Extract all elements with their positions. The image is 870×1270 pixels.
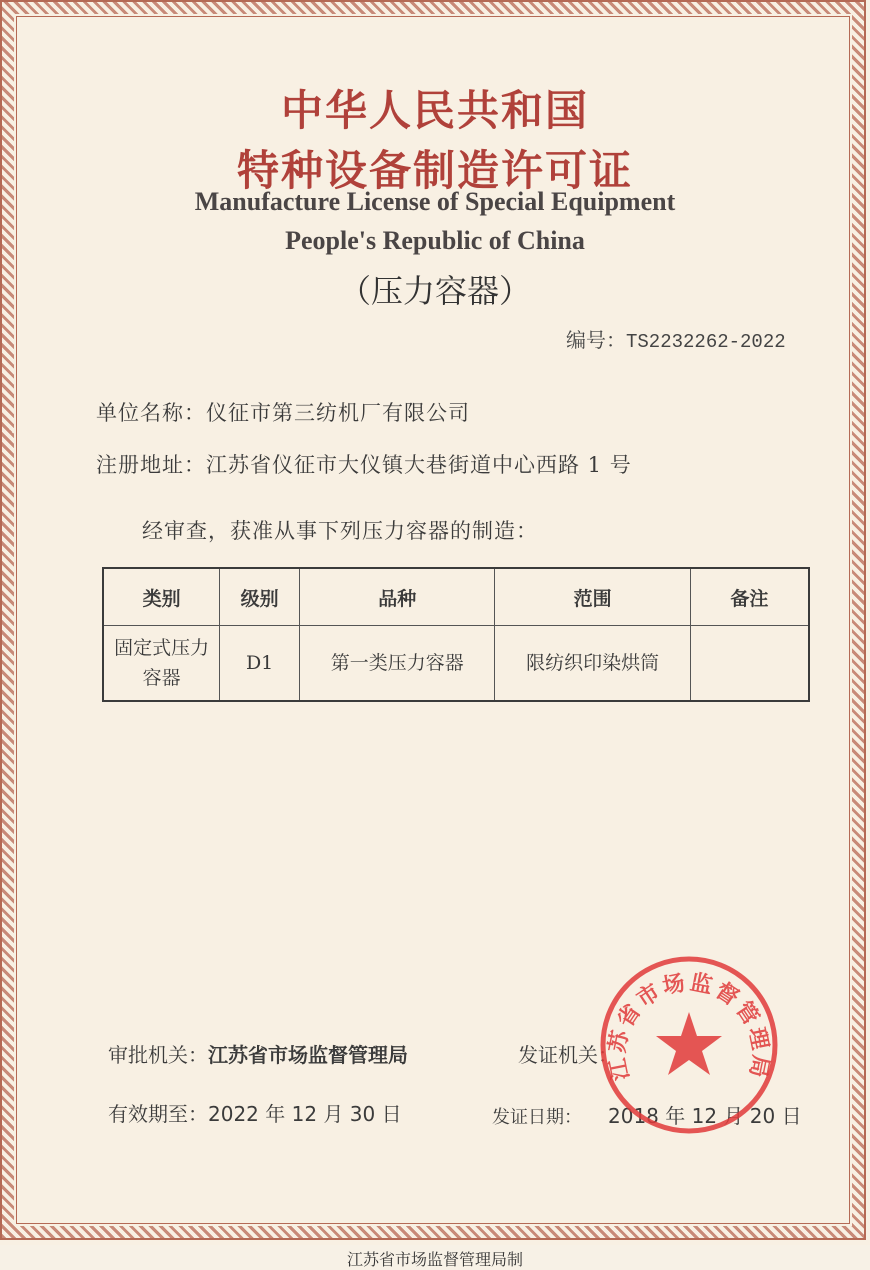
issue-date-value: 2018 年 12 月 20 日 (608, 1104, 802, 1128)
approval-statement: 经审查，获准从事下列压力容器的制造： (142, 519, 538, 543)
table-row (103, 626, 809, 702)
title-en-line2: People's Republic of China (285, 226, 585, 255)
cell-variety: 第一类压力容器 (300, 626, 495, 702)
issuing-authority-label: 发证机关： (518, 1043, 618, 1067)
address-label: 注册地址： (96, 453, 206, 477)
valid-until-row (108, 1098, 402, 1127)
cell-scope: 限纺织印染烘筒 (495, 626, 690, 702)
certificate-number-label: 编号： (566, 328, 626, 352)
official-seal (594, 950, 784, 1140)
printed-by: 江苏省市场监督管理局制 (346, 1250, 523, 1269)
seal-text: 江苏省市场监督管理局 (605, 970, 773, 1083)
issue-date-label: 发证日期： (492, 1107, 582, 1128)
table-header-row (103, 568, 809, 626)
header-grade: 级别 (220, 568, 300, 626)
cell-category: 固定式压力容器 (103, 626, 220, 702)
header-variety: 品种 (300, 568, 495, 626)
address-row (96, 449, 632, 479)
header-remarks: 备注 (690, 568, 809, 626)
approval-authority-label: 审批机关： (108, 1043, 208, 1067)
company-name-value: 仪征市第三纺机厂有限公司 (206, 401, 470, 425)
title-cn-line1: 中华人民共和国 (280, 86, 589, 135)
company-name-label: 单位名称： (96, 401, 206, 425)
company-name-row (96, 397, 470, 427)
title-en-line1: Manufacture License of Special Equipment (194, 187, 676, 216)
valid-until-value: 2022 年 12 月 30 日 (208, 1102, 402, 1126)
cell-grade: D1 (220, 626, 300, 702)
valid-until-label: 有效期至： (108, 1102, 208, 1126)
scope-table (102, 567, 810, 702)
approval-authority-value: 江苏省市场监督管理局 (208, 1043, 408, 1067)
approval-authority-row (108, 1039, 408, 1068)
address-value: 江苏省仪征市大仪镇大巷街道中心西路 1 号 (206, 453, 632, 477)
star-icon (656, 1012, 722, 1075)
title-cn-line2: 特种设备制造许可证 (236, 146, 633, 195)
license-category: （压力容器） (338, 272, 531, 310)
certificate-number (566, 324, 786, 353)
header-scope: 范围 (495, 568, 690, 626)
certificate-number-value: TS2232262-2022 (626, 331, 786, 353)
cell-remarks (690, 626, 809, 702)
header-category: 类别 (103, 568, 220, 626)
